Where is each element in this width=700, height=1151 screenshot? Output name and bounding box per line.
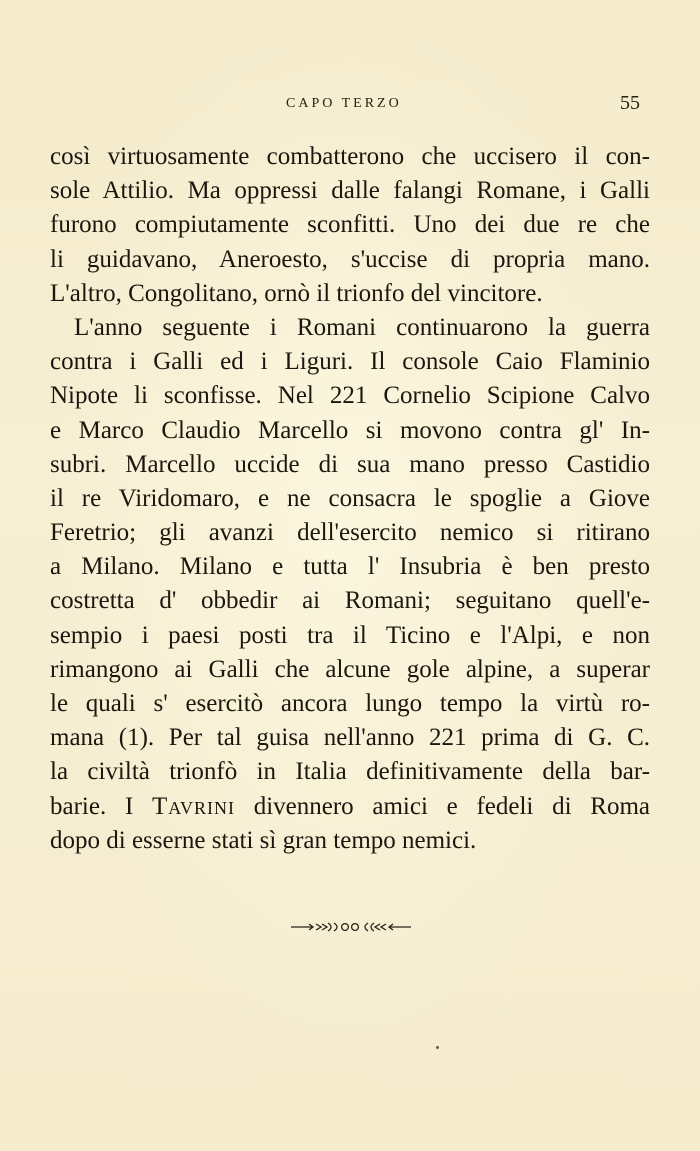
text-line: sempio i paesi posti tra il Ticino e l'Alpi, e non [50,621,650,649]
text-line: mana (1). Per tal guisa nell'anno 221 prima di G. C. [50,724,650,752]
text-segment: divennero amici e fedeli di Roma [234,792,651,820]
text-line: il re Viridomaro, e ne consacra le spoglie a Giove [50,484,650,512]
text-line: subri. Marcello uccide di sua mano presso Castidio [50,450,650,478]
text-line: L'altro, Congolitano, ornò il trionfo del vincitore. [50,279,543,307]
page-number: 55 [620,92,640,114]
text-segment: barie. [50,792,107,820]
text-line: Nipote li sconfisse. Nel 221 Cornelio Scipione Calvo [50,382,650,410]
text-line: sole Attilio. Ma oppressi dalle falangi Romane, i Galli [50,177,650,205]
text-line: così virtuosamente combatterono che uccisero il con- [50,143,650,170]
body-text [50,140,650,858]
text-line: contra i Galli ed i Liguri. Il console Caio Flaminio [50,348,650,376]
text-line: L'anno seguente i Romani continuarono la guerra [74,313,650,341]
text-line-mixed [50,790,650,824]
running-head [0,92,700,118]
text-line: dopo di esserne stati sì gran tempo nemici. [50,826,477,854]
text-line: a Milano. Milano e tutta l' Insubria è ben presto [50,553,650,581]
ornamental-divider [289,920,413,934]
text-line: rimangono ai Galli che alcune gole alpine, a superar [50,655,650,683]
text-line: e Marco Claudio Marcello si movono contra gl' In- [50,416,650,444]
text-line: Feretrio; gli avanzi dell'esercito nemico si ritirano [50,519,650,547]
text-line: la civiltà trionfò in Italia definitivamente della bar- [50,758,650,786]
paragraph [50,311,650,858]
text-segment: I [106,792,153,820]
paragraph [50,140,650,311]
running-title: CAPO TERZO [286,96,402,111]
paper-speck [436,1046,439,1049]
text-line: furono compiutamente sconfitti. Uno dei due re che [50,211,650,239]
text-line: li guidavano, Aneroesto, s'uccise di propria mano. [50,245,650,273]
small-caps-name: Tavrini [152,792,235,820]
text-line: le quali s' esercitò ancora lungo tempo la virtù ro- [50,690,650,717]
text-line: costretta d' obbedir ai Romani; seguitano quell'e- [50,587,650,615]
